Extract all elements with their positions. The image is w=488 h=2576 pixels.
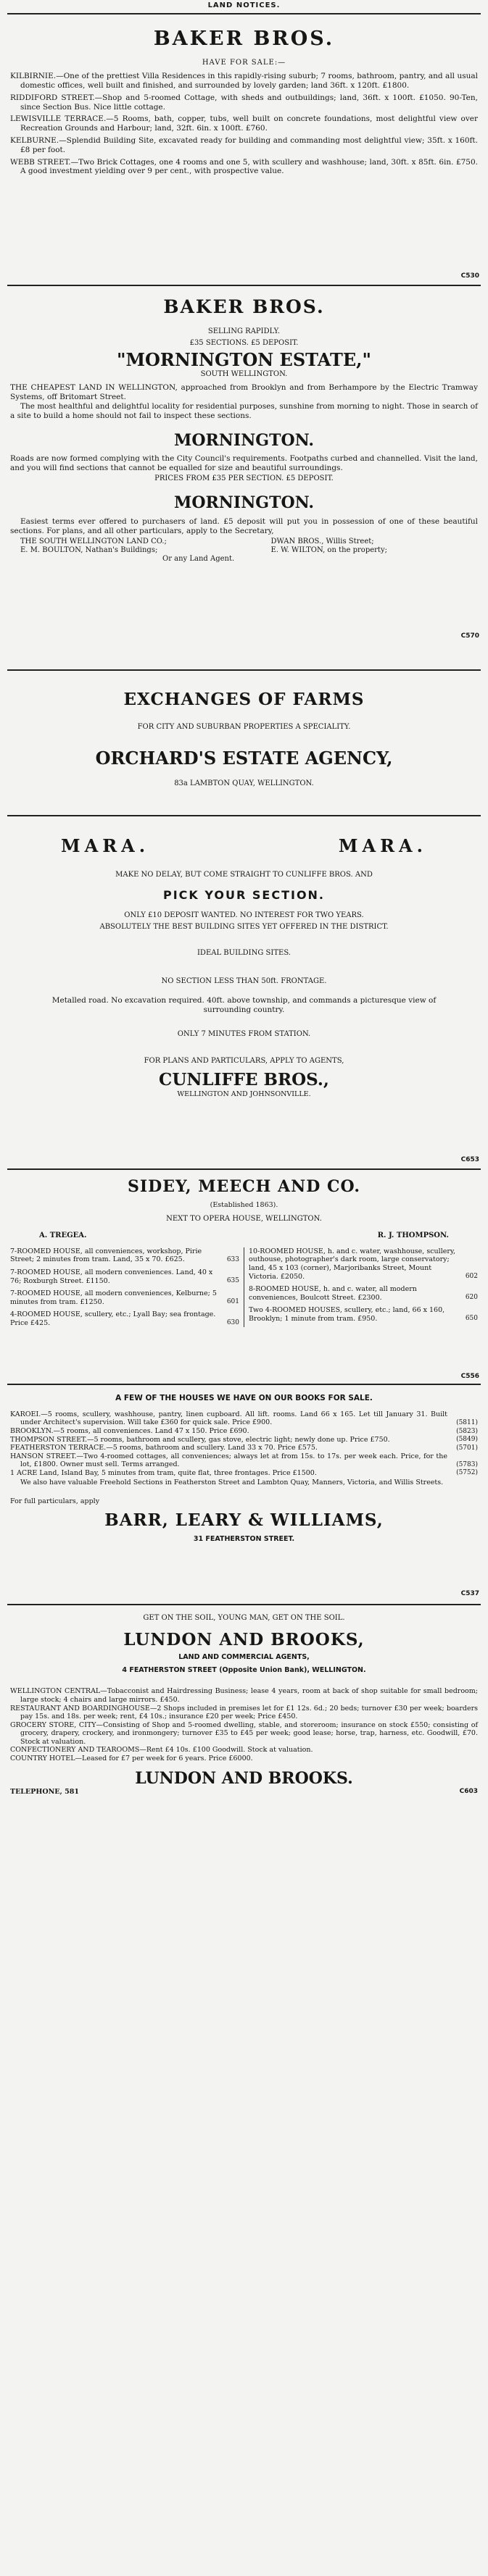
house-text: 8-ROOMED HOUSE, h. and c. water, all modern conveniences, Boulcott Street. £2300. <box>249 1285 417 1302</box>
ad3-address: 83a LAMBTON QUAY, WELLINGTON. <box>174 779 314 787</box>
sale-code: (5701) <box>456 1444 478 1452</box>
house-text: 10-ROOMED HOUSE, h. and c. water, washhouse, scullery, outhouse, photographer's dark room, large conservatory; land, 45 x 103 (corner), Marjoribanks Street, Mount Victoria. £2050. <box>249 1247 456 1281</box>
ad1-subtitle: HAVE FOR SALE:— <box>202 58 286 67</box>
sale-code: (5823) <box>456 1427 478 1435</box>
ad5-next-to: NEXT TO OPERA HOUSE, WELLINGTON. <box>166 1215 322 1224</box>
section-header <box>7 0 481 14</box>
ad5-right-col <box>244 1247 478 1328</box>
house-code: 602 <box>465 1273 478 1281</box>
partner-left: A. TREGEA. <box>39 1231 87 1239</box>
ad4-title-right: MARA. <box>338 835 427 856</box>
house-code: 633 <box>226 1255 239 1263</box>
ad1-listings <box>10 72 478 176</box>
house-entry <box>10 1268 239 1285</box>
newspaper-page <box>7 0 481 1831</box>
house-text: 7-ROOMED HOUSE, all conveniences, workshop, Pirie Street; 2 minutes from tram. Land, 35 x 70. £625. <box>10 1247 202 1264</box>
house-entry <box>10 1247 239 1264</box>
ad-mara-cunliffe <box>7 816 481 1168</box>
sale-text: KAROEI.—5 rooms, scullery, washhouse, pantry, linen cupboard. All lift. rooms. Land 66 x 165. Let till January 31. Built under Architect's supervision. Will take £360 for quick sale. Price £900. <box>10 1410 447 1427</box>
house-code: 650 <box>465 1315 478 1323</box>
sale-code: (5752) <box>456 1469 478 1477</box>
ad-orchards-estate-agency <box>7 671 481 815</box>
ad2-intro: THE CHEAPEST LAND IN WELLINGTON, approached from Brooklyn and from Berhampore by the Electric Tramway Systems, off Britomart Street. <box>10 383 478 402</box>
ad4-pick: PICK YOUR SECTION. <box>162 888 326 903</box>
ad2-para-b: Easiest terms ever offered to purchasers of land. £5 deposit will put you in possession of one of these beautiful sections. For plans, and all other particulars, apply to the Secretary, <box>10 517 478 535</box>
house-text: 7-ROOMED HOUSE, all modern conveniences. Land, 40 x 76; Roxburgh Street. £1150. <box>10 1268 213 1285</box>
ad5-established: (Established 1863). <box>210 1200 278 1209</box>
ad6-code: C537 <box>460 1590 479 1598</box>
ad6-freehold: We also have valuable Freehold Sections in Featherston Street and Lambton Quay, Manners, Victoria, and Willis Streets. <box>20 1479 444 1487</box>
house-text: 7-ROOMED HOUSE, all modern conveniences, Kelburne; 5 minutes from tram. £1250. <box>10 1289 217 1306</box>
sale-text: HANSON STREET.—Two 4-roomed cottages, all conveniences; always let at from 15s. to 17s. per week each. Price, for the lot, £1800. Owner must sell. Terms arranged. <box>10 1452 447 1469</box>
sale-entry <box>10 1427 478 1436</box>
partner-right: R. J. THOMPSON. <box>377 1231 449 1239</box>
ad5-columns <box>10 1247 478 1328</box>
ad-sidey-meech <box>7 1170 481 1384</box>
house-code: 601 <box>226 1298 239 1306</box>
ad4-line2: ONLY £10 DEPOSIT WANTED. NO INTEREST FOR TWO YEARS. <box>124 911 364 919</box>
ad4-station: ONLY 7 MINUTES FROM STATION. <box>177 1030 311 1039</box>
sale-entry <box>10 1436 478 1444</box>
ad4-title-left: MARA. <box>61 835 150 856</box>
house-code: 635 <box>226 1277 239 1285</box>
ad7-address: 4 FEATHERSTON STREET (Opposite Union Bank), WELLINGTON. <box>122 1665 366 1674</box>
ad4-line3: ABSOLUTELY THE BEST BUILDING SITES YET OFFERED IN THE DISTRICT. <box>99 923 389 932</box>
ad5-left-col <box>10 1247 244 1328</box>
ad3-title: EXCHANGES OF FARMS <box>123 690 365 709</box>
ad5-partners <box>10 1231 478 1240</box>
ad4-code: C653 <box>460 1156 479 1164</box>
agent: THE SOUTH WELLINGTON LAND CO.; <box>20 537 167 545</box>
business-listing: RESTAURANT AND BOARDINGHOUSE—2 Shops included in premises let for £1 12s. 6d.; 20 beds; turnover £30 per week; boarders pay 15s. and 18s. per week; rent, £4 10s.; insurance £20 per week; Price £450. <box>10 1704 478 1721</box>
ad6-firm-address: 31 FEATHERSTON STREET. <box>193 1534 295 1543</box>
sale-code: (5783) <box>456 1460 478 1468</box>
ad-lundon-brooks <box>7 1605 481 1831</box>
ad4-frontage: NO SECTION LESS THAN 50ft. FRONTAGE. <box>161 977 327 985</box>
sale-text: THOMPSON STREET.—5 rooms, bathroom and scullery, gas stove, electric light; newly done up. Price £750. <box>10 1435 390 1444</box>
business-listing: CONFECTIONERY AND TEAROOMS—Rent £4 10s. £100 Goodwill. Stock at valuation. <box>10 1746 313 1755</box>
house-entry <box>249 1306 478 1323</box>
ad4-plans: FOR PLANS AND PARTICULARS, APPLY TO AGENTS, <box>144 1056 344 1065</box>
ad2-para-a: Roads are now formed complying with the City Council's requirements. Footpaths curbed and channelled. Visit the land, and you will find sections that cannot be equalled for size and beautiful surroundings. <box>10 454 478 473</box>
business-listing: GROCERY STORE, CITY—Consisting of Shop and 5-roomed dwelling, stable, and storeroom; insurance on stock £550; consisting of grocery, drapery, crockery, and ironmongery; turnover £35 to £45 per week; good lease; horse, trap, harness, etc. Goodwill, £70. Stock at valuation. <box>10 1720 478 1746</box>
house-entry <box>249 1285 478 1302</box>
ad2-title: BAKER BROS. <box>163 296 325 317</box>
ad6-listings <box>10 1410 478 1487</box>
ad5-code: C556 <box>460 1373 479 1381</box>
ad7-top: GET ON THE SOIL, YOUNG MAN, GET ON THE SOIL. <box>143 1614 345 1622</box>
sale-text: BROOKLYN.—5 rooms, all conveniences. Land 47 x 150. Price £690. <box>10 1426 249 1435</box>
sale-entry <box>10 1410 478 1427</box>
ad1-title: BAKER BROS. <box>153 28 335 50</box>
ad4-agent-address: WELLINGTON AND JOHNSONVILLE. <box>177 1090 311 1098</box>
listing: WEBB STREET.—Two Brick Cottages, one 4 rooms and one 5, with scullery and washhouse; land, 30ft. x 85ft. 6in. £750. A good investment yielding over 9 per cent., with prospective value. <box>10 157 478 176</box>
sale-entry <box>10 1452 478 1469</box>
agent: DWAN BROS., Willis Street; <box>270 537 374 545</box>
house-code: 630 <box>226 1319 239 1327</box>
listing: RIDDIFORD STREET.—Shop and 5-roomed Cottage, with sheds and outbuildings; land, 36ft. x 100ft. £1050. 90-Ten, since Section Bus. Nice little cottage. <box>10 93 478 112</box>
ad7-footer <box>10 1788 478 1797</box>
ad6-title: A FEW OF THE HOUSES WE HAVE ON OUR BOOKS FOR SALE. <box>115 1394 373 1402</box>
house-text: 4-ROOMED HOUSE, scullery, etc.; Lyall Bay; sea frontage. Price £425. <box>10 1310 216 1327</box>
agent: E. W. WILTON, on the property; <box>270 545 387 554</box>
ad2-selling: SELLING RAPIDLY. <box>207 327 281 335</box>
telephone: TELEPHONE, 581 <box>10 1788 79 1797</box>
sale-entry <box>10 1469 478 1478</box>
ad4-agent: CUNLIFFE BROS., <box>159 1069 329 1090</box>
ad4-metalled: Metalled road. No excavation required. 40ft. above township, and commands a picturesque view of surrounding country. <box>51 995 437 1014</box>
ad7-subtitle: LAND AND COMMERCIAL AGENTS, <box>178 1653 310 1662</box>
agent-row <box>10 538 478 546</box>
sale-code: (5849) <box>456 1436 478 1444</box>
ad5-title: SIDEY, MEECH AND CO. <box>127 1177 361 1196</box>
house-entry <box>10 1310 239 1327</box>
ad7-title: LUNDON AND BROOKS, <box>123 1630 365 1650</box>
ad2-agents <box>10 538 478 564</box>
listing: LEWISVILLE TERRACE.—5 Rooms, bath, copper, tubs, well built on concrete foundations, most delightful view over Recreation Grounds and Harbour; land, 32ft. 6in. x 100ft. £760. <box>10 114 478 133</box>
house-entry <box>249 1247 478 1281</box>
header-title: LAND NOTICES. <box>207 1 281 9</box>
ad2-location: SOUTH WELLINGTON. <box>200 370 288 379</box>
house-code: 620 <box>465 1294 478 1302</box>
ad2-heading-a: MORNINGTON. <box>174 430 314 450</box>
ad2-heading-b: MORNINGTON. <box>174 493 314 513</box>
ad4-title-row <box>10 835 478 856</box>
ad3-agency: ORCHARD'S ESTATE AGENCY, <box>95 748 393 769</box>
ad2-code: C570 <box>460 632 479 640</box>
ad2-intro2: The most healthful and delightful locality for residential purposes, sunshine from morning to night. Those in search of a site to build a home should not fail to inspect these sections. <box>10 401 478 420</box>
agent: Or any Land Agent. <box>162 554 235 563</box>
ad4-line1: MAKE NO DELAY, BUT COME STRAIGHT TO CUNLIFFE BROS. AND <box>115 871 373 879</box>
house-text: Two 4-ROOMED HOUSES, scullery, etc.; land, 66 x 160, Brooklyn; 1 minute from tram. £950. <box>249 1306 445 1323</box>
agent-row <box>10 546 478 555</box>
ad-barr-leary-williams <box>7 1385 481 1604</box>
sale-text: FEATHERSTON TERRACE.—5 rooms, bathroom and scullery. Land 33 x 70. Price £575. <box>10 1444 318 1452</box>
ad6-full: For full particulars, apply <box>10 1497 100 1505</box>
house-entry <box>10 1289 239 1306</box>
business-listing: WELLINGTON CENTRAL—Tobacconist and Hairdressing Business; lease 4 years, room at back of shop suitable for small bedroom; large stock; 4 chairs and large mirrors. £450. <box>10 1687 478 1704</box>
ad3-subtitle: FOR CITY AND SUBURBAN PROPERTIES A SPECIALITY. <box>137 723 351 732</box>
ad7-code: C603 <box>459 1788 478 1796</box>
ad2-price-line: £35 SECTIONS. £5 DEPOSIT. <box>189 338 299 347</box>
ad2-prices: PRICES FROM £35 PER SECTION. £5 DEPOSIT. <box>154 474 334 482</box>
sale-code: (5811) <box>456 1418 478 1426</box>
sale-text: 1 ACRE Land, Island Bay, 5 minutes from tram, quite flat, three frontages. Price £1500. <box>10 1468 317 1477</box>
sale-entry <box>10 1444 478 1452</box>
listing: KILBIRNIE.—One of the prettiest Villa Residences in this rapidly-rising suburb; 7 rooms, bathroom, pantry, and all usual domestic offices, well built and finished, and surrounded by lovely garden; land 36ft. x 120ft. £1800. <box>10 72 478 90</box>
ad7-footer-name: LUNDON AND BROOKS. <box>135 1768 353 1788</box>
ad7-listings <box>10 1687 478 1762</box>
ad-mornington-estate <box>7 286 481 669</box>
listing: KELBURNE.—Splendid Building Site, excavated ready for building and commanding most delightful view; 35ft. x 160ft. £8 per foot. <box>10 135 478 154</box>
agent: E. M. BOULTON, Nathan's Buildings; <box>20 545 158 554</box>
business-listing: COUNTRY HOTEL—Leased for £7 per week for 6 years. Price £6000. <box>10 1755 253 1763</box>
ad4-ideal: IDEAL BUILDING SITES. <box>197 949 291 958</box>
ad-baker-bros-sale <box>7 14 481 285</box>
ad6-firm: BARR, LEARY & WILLIAMS, <box>104 1510 384 1530</box>
ad1-code: C530 <box>460 272 479 280</box>
ad2-estate: "MORNINGTON ESTATE," <box>116 348 372 370</box>
